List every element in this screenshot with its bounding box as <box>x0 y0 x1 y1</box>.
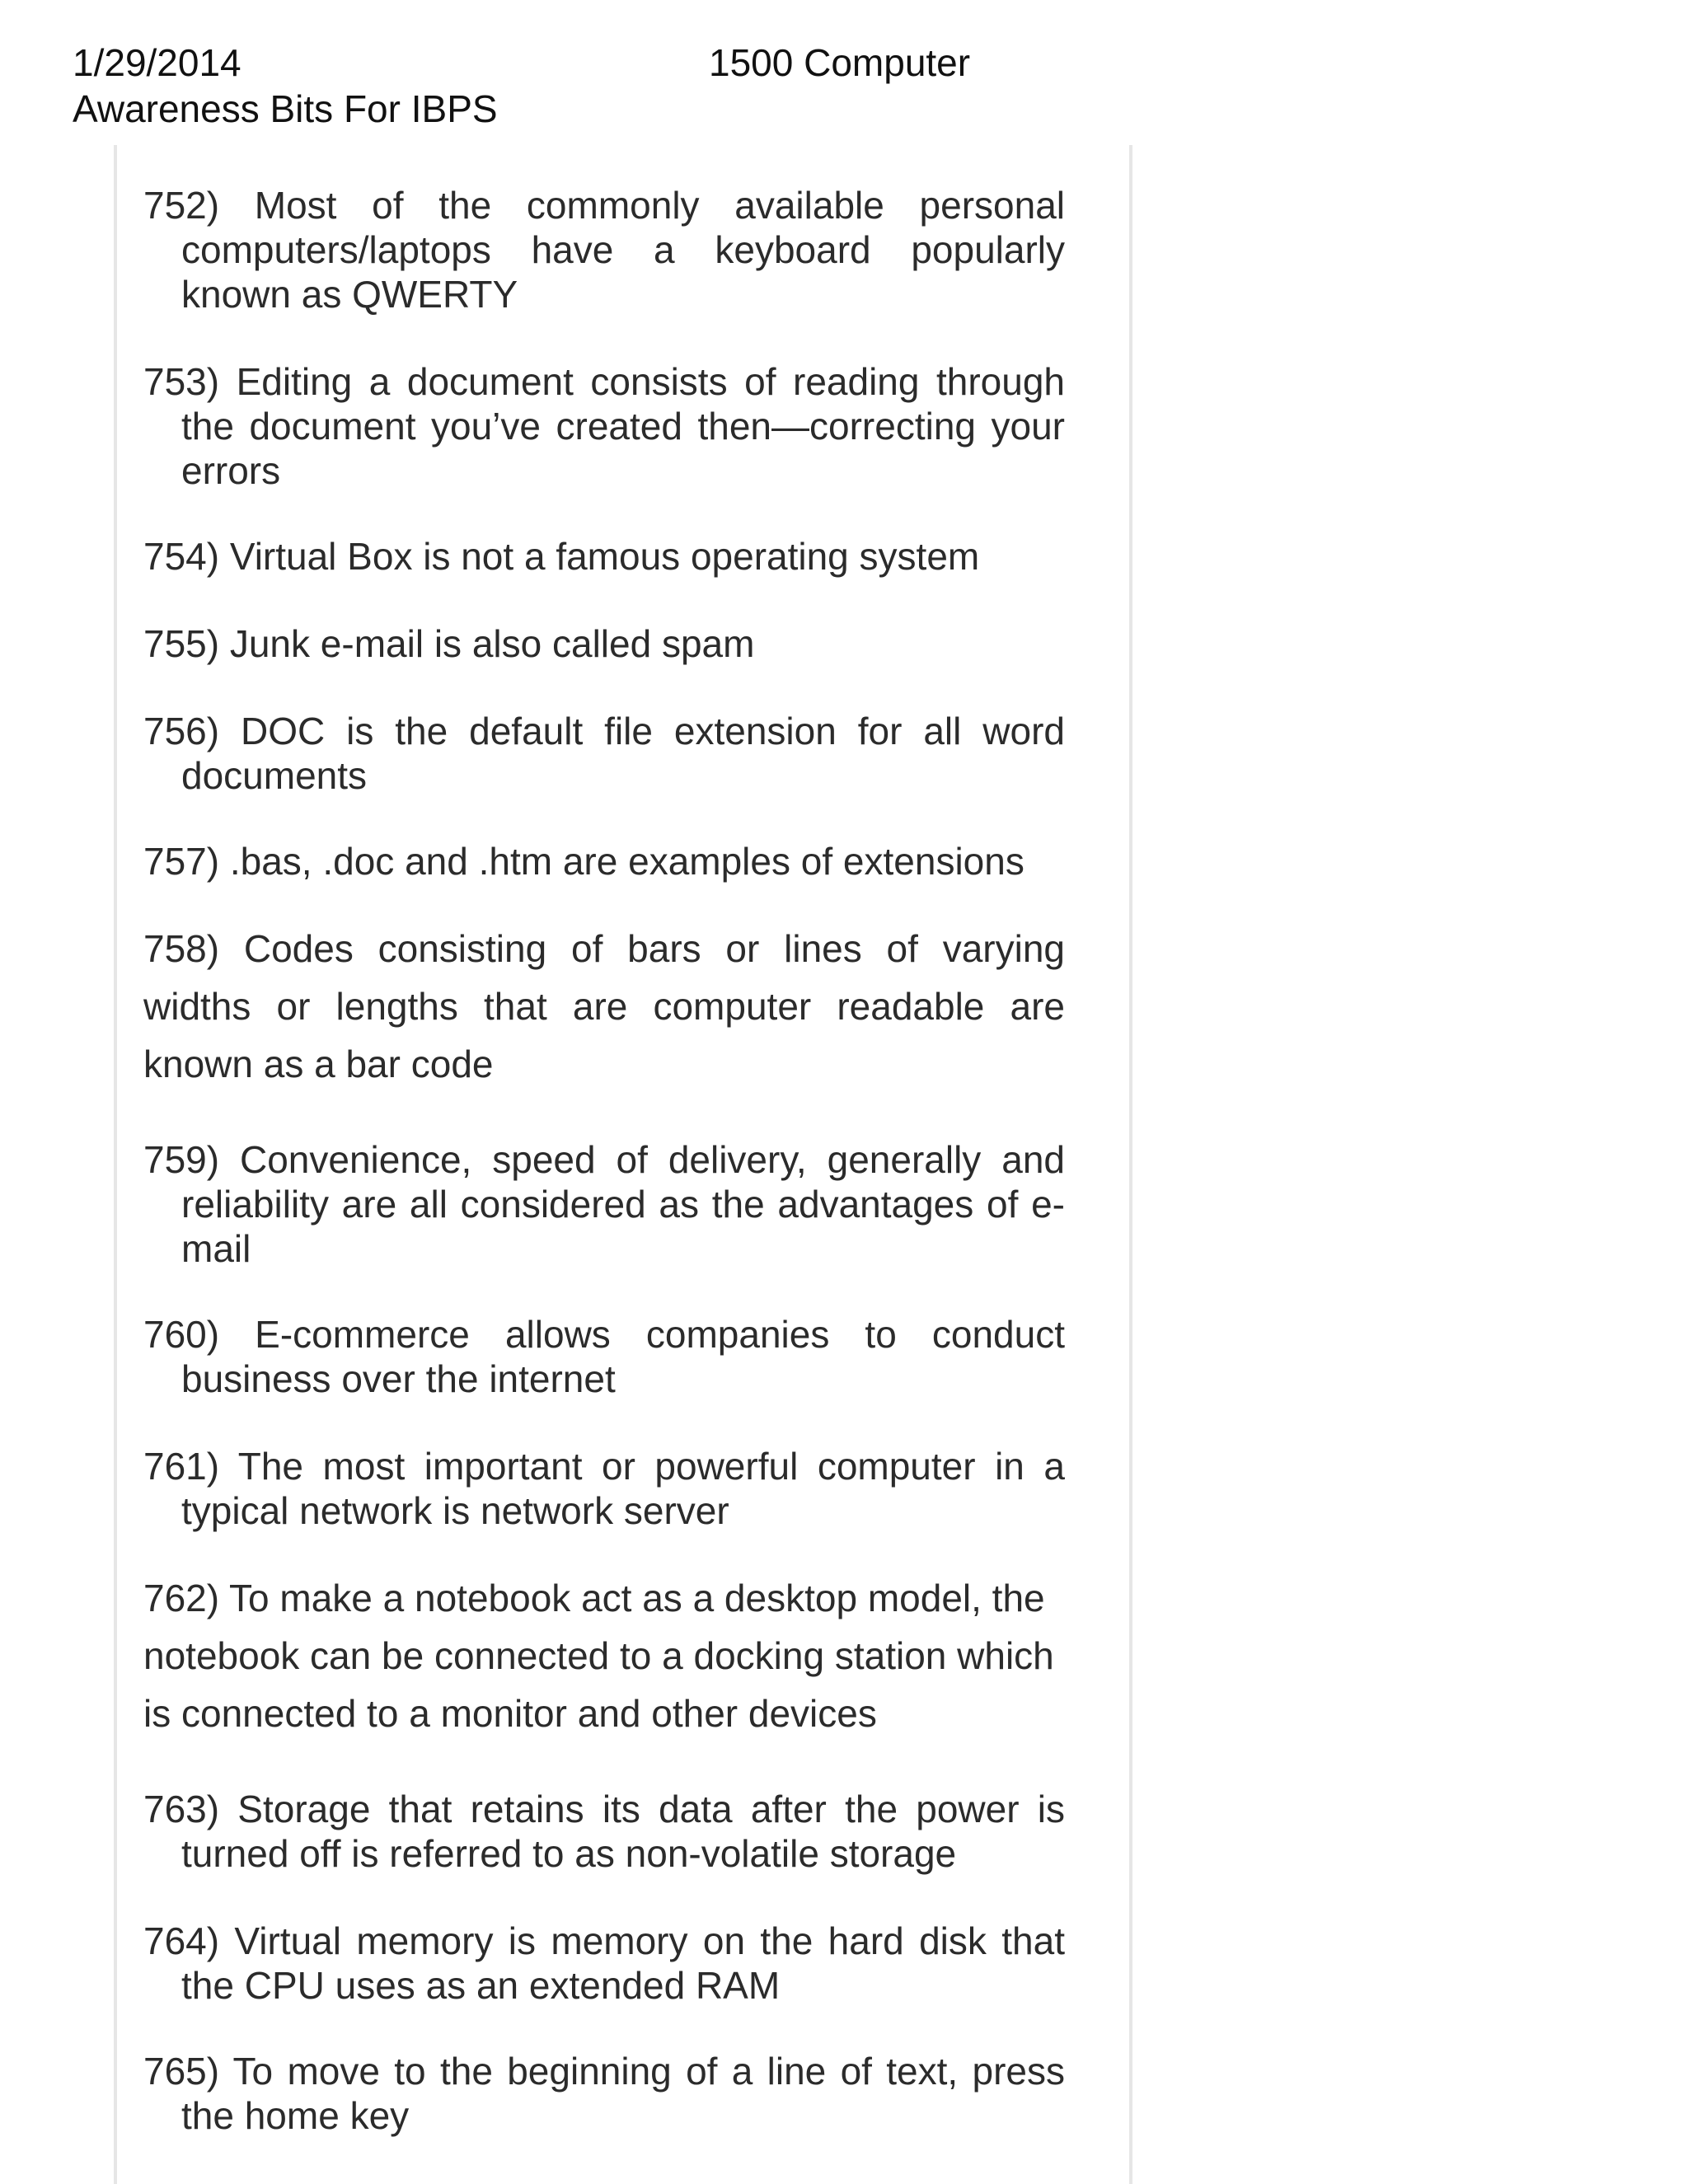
fact-item-759: 759) Convenience, speed of delivery, generally and reliability are all considered as the advantages of e-mail <box>143 1138 1065 1270</box>
header-subtitle: Awareness Bits For IBPS <box>73 87 498 130</box>
fact-item-758: 758) Codes consisting of bars or lines of varying widths or lengths that are computer readable are known as a bar code <box>143 927 1065 1085</box>
fact-item-765: 765) To move to the beginning of a line of text, press the home key <box>143 2050 1065 2137</box>
fact-item-760: 760) E-commerce allows companies to conduct business over the internet <box>143 1313 1065 1400</box>
fact-item-764: 764) Virtual memory is memory on the hard disk that the CPU uses as an extended RAM <box>143 1919 1065 2007</box>
fact-item-757: 757) .bas, .doc and .htm are examples of extensions <box>143 840 1025 883</box>
fact-item-762: 762) To make a notebook act as a desktop model, the notebook can be connected to a docking station which is connected to a monitor and other devices <box>143 1577 1054 1735</box>
fact-item-754: 754) Virtual Box is not a famous operating system <box>143 535 980 578</box>
fact-item-752: 752) Most of the commonly available personal computers/laptops have a keyboard popularly known as QWERTY <box>143 184 1065 316</box>
fact-item-755: 755) Junk e-mail is also called spam <box>143 622 755 665</box>
page-header <box>73 40 1062 138</box>
fact-item-753: 753) Editing a document consists of reading through the document you’ve created then—correcting your errors <box>143 360 1065 492</box>
header-date: 1/29/2014 <box>73 41 241 84</box>
header-title: 1500 Computer <box>709 41 971 84</box>
fact-item-756: 756) DOC is the default file extension for all word documents <box>143 710 1065 797</box>
fact-item-761: 761) The most important or powerful computer in a typical network is network server <box>143 1445 1065 1532</box>
fact-item-763: 763) Storage that retains its data after the power is turned off is referred to as non-volatile storage <box>143 1788 1065 1875</box>
